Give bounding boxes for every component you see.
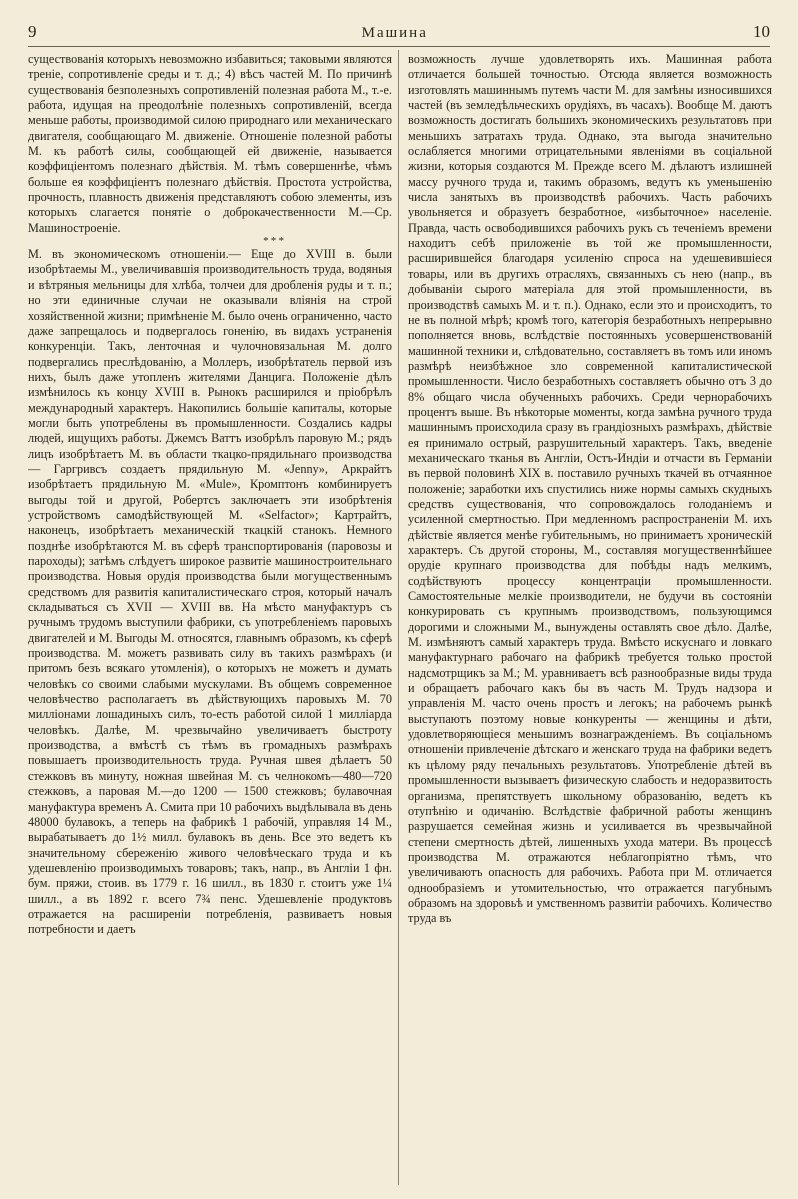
- left-paragraph-1: существованія которыхъ невозможно избавиться; таковыми являются треніе, сопротивленіе среды и т. д.; 4) вѣсъ частей М. По причинѣ существованія безполезныхъ сопротивленій полезная работа М., т.-е. работа, идущая на преодолѣніе полезныхъ сопротивленій, всегда меньше работы, производимой силою природнаго или механическаго двигателя, сообщающаго М. движеніе. Отношеніе полезной работы М. къ работѣ силы, сообщающей ей движеніе, называется коэффиціентомъ полезнаго дѣйствія. М. тѣмъ совершеннѣе, чѣмъ больше ея коэффиціентъ полезнаго дѣйствія. Простота устройства, прочность, плавность движенія представляютъ собою элементы, изъ которыхъ слагается понятіе о доброкачественности М.—Ср. Машиностроеніе.: [28, 52, 392, 235]
- page-number-left: 9: [28, 22, 37, 41]
- left-paragraph-2: М. въ экономическомъ отношеніи.— Еще до XVIII в. были изобрѣтаемы М., увеличивавшія производительность труда, водяныя и вѣтряныя мельницы для хлѣба, толчеи для дробленія руды и т. п.; но эти единичные случаи не оказывали вліянія на строй хозяйственной жизни; примѣненіе М. было очень ограниченно, часто даже запрещалось и подвергалось гоненію, въ видахъ устраненія конкуренціи. Такъ, ленточная и чулочновязальная М. долго подвергались преслѣдованію, а Моллеръ, изобрѣтатель первой изъ нихъ, былъ даже утопленъ жителями Данцига. Положеніе дѣлъ измѣнилось къ концу XVIII в. Рынокъ расширился и пріобрѣлъ международный характеръ. Накопились большіе капиталы, которые могли быть употреблены въ промышленности. Создались кадры людей, ищущихъ работы. Джемсъ Ваттъ изобрѣлъ паровую М.; рядъ лицъ изобрѣтаетъ М. въ области ткацко-прядильнаго производства — Гаргривсъ создаетъ прядильную М. «Jenny», Аркрайтъ изобрѣтаетъ прядильную М. «Mule», Кромптонъ комбинируетъ выгоды той и другой, Робертсъ заключаетъ эти изобрѣтенія устройствомъ самодѣйствующей М. «Selfactor»; Картрайтъ, наконецъ, изобрѣтаетъ механическій ткацкій станокъ. Немного позднѣе изобрѣтаются М. въ сферѣ транспортированія (паровозы и пароходы); затѣмъ слѣдуетъ широкое развитіе машиностроительнаго производства. Новыя орудія производства были могущественнымъ средствомъ для развитія капиталистическаго строя, который началъ складываться съ XVII — XVIII вв. На мѣсто мануфактуръ съ ручнымъ трудомъ выступили фабрики, съ употребленіемъ паровыхъ двигателей и М. Выгоды М. относятся, главнымъ образомъ, къ сферѣ производства. М. можетъ развивать силу въ такихъ размѣрахъ (и притомъ безъ всякаго утомленія), о которыхъ не можетъ и думать человѣкъ со своими слабыми мускулами. Въ общемъ современное человѣчество располагаетъ въ дѣйствующихъ паровыхъ М. 70 милліонами лошадиныхъ силъ, то-есть работой силой 1 милліарда человѣкъ. Далѣе, М. чрезвычайно увеличиваетъ быстроту производства, а вмѣстѣ съ тѣмъ въ громадныхъ размѣрахъ повышаетъ производительность труда. Ручная швея дѣлаетъ 50 стежковъ въ минуту, ножная швейная М. съ челнокомъ—480—720 стежковъ, а паровая М.—до 1200 — 1500 стежковъ; булавочная мануфактура временъ А. Смита при 10 рабочихъ выдѣлывала въ день 48000 булавокъ, а теперь на фабрикѣ 1 рабочій, управляя 14 М., вырабатываетъ до 1½ милл. булавокъ въ день. Все это ведетъ къ значительному сбереженію живого человѣческаго труда и къ удешевленію производимыхъ товаровъ; такъ, напр., въ Англіи 1 фн. бум. пряжи, стоив. въ 1779 г. 16 шилл., въ 1830 г. стоитъ уже 1¼ шилл., а въ 1892 г. всего 7¾ пенс. Удешевленіе продуктовъ отражается на расширеніи потребленія, развиваетъ новыя потребности и даетъ: [28, 247, 392, 937]
- page-number-right: 10: [752, 22, 770, 41]
- running-title: Машина: [361, 25, 428, 41]
- section-asterism: * * *: [263, 235, 284, 248]
- right-paragraph-1: возможность лучше удовлетворять ихъ. Машинная работа отличается большей точностью. Отсюда является возможность изготовлять машиннымъ путемъ части М. для замѣны износившихся частей (въ земледѣльческихъ орудіяхъ, въ часахъ). Вообще М. даютъ возможность достигать большихъ экономическихъ результатовъ при меньшихъ затратахъ труда. Однако, эта выгода значительно ослабляется многими отрицательными явленіями въ соціальной жизни, которыя создаются М. Прежде всего М. дѣлаютъ излишней массу ручного труда и, такимъ образомъ, ведутъ къ уменьшенію числа занятыхъ въ производствѣ рабочихъ. Часть рабочихъ увольняется и образуетъ безработное, «избыточное» населеніе. Правда, часть освободившихся рабочихъ рукъ съ теченіемъ времени находитъ себѣ приложеніе въ той же промышленности, расширившейся благодаря усиленію спроса на удешевившіеся товары, или въ другихъ отрасляхъ, связанныхъ съ нею (напр., въ добываніи сырого матеріала для этой промышленности, въ производствѣ самыхъ М. и т. п.). Однако, если это и происходитъ, то не въ полной мѣрѣ; кромѣ того, категорія безработныхъ непрерывно пополняется вновь, вслѣдствіе постоянныхъ усовершенствованій машинной техники и, слѣдовательно, составляетъ въ томъ или иномъ размѣрѣ неизбѣжное зло современной капиталистической промышленности. Число безработныхъ составляетъ обычно отъ 3 до 8% общаго числа обученныхъ рабочихъ. Среди чернорабочихъ процентъ выше. Въ нѣкоторые моменты, когда замѣна ручного труда машиннымъ происходила сразу въ грандіозныхъ размѣрахъ, дѣйствіе ея принимало острый, разрушительный характеръ. Такъ, введеніе механическаго тканья въ Англіи, Остъ-Индіи и отчасти въ Германіи въ первой половинѣ XIX в. поставило ручныхъ ткачей въ отчаянное положеніе; заработки ихъ спустились ниже нормы самыхъ скудныхъ средствъ существованія, что сопровождалось голоданіемъ и усиленной смертностью. При медленномъ распространеніи М. ихъ дѣйствіе является менѣе губительнымъ, но принимаетъ хроническій характеръ. Съ другой стороны, М., составляя могущественнѣйшее орудіе крупнаго производства для побѣды надъ мелкимъ, содѣйствуютъ процессу концентраціи промышленности. Самостоятельные мелкіе производители, не будучи въ состояніи конкурировать съ крупнымъ производствомъ, пользующимся дорогими и сложными М., вынуждены оставлять свое дѣло. Далѣе, М. измѣняютъ самый характеръ труда. Вмѣсто искуснаго и ловкаго мануфактурнаго рабочаго на фабрикѣ требуется только простой надсмотрщикъ за М.; М. уравниваетъ всѣ разнообразные виды труда и обращаетъ рабочаго какъ бы въ часть М. Трудъ надзора и управленія М. часто очень простъ и легокъ; на рабочемъ рынкѣ выступаютъ поэтому новые конкуренты — женщины и дѣти, удовлетворяющіеся меньшимъ вознагражденіемъ. Въ соціальномъ отношеніи привлеченіе дѣтскаго и женскаго труда на фабрики ведетъ къ цѣлому ряду печальныхъ результатовъ. Употребленіе дѣтей въ промышленности вызываетъ физическую слабость и недоразвитость организма, препятствуетъ школьному образованію, ведетъ къ отупѣнію и одичанію. Вслѣдствіе фабричной работы женщинъ разрушается семейная жизнь и усиливается въ чрезвычайной степени смертность дѣтей, лишенныхъ ухода матери. Въ процессѣ производства М. отражаются неблагопріятно тѣмъ, что увеличиваютъ опасность для рабочихъ. Работа при М. отличается однообразіемъ и утомительностью, что отражается пагубнымъ образомъ на здоровьѣ и умственномъ развитіи рабочихъ. Количество труда въ: [408, 52, 772, 926]
- header-rule: [28, 46, 770, 47]
- column-divider: [398, 50, 399, 1185]
- right-column: [408, 52, 772, 1187]
- page-header: [28, 22, 770, 44]
- left-column: [28, 52, 392, 1187]
